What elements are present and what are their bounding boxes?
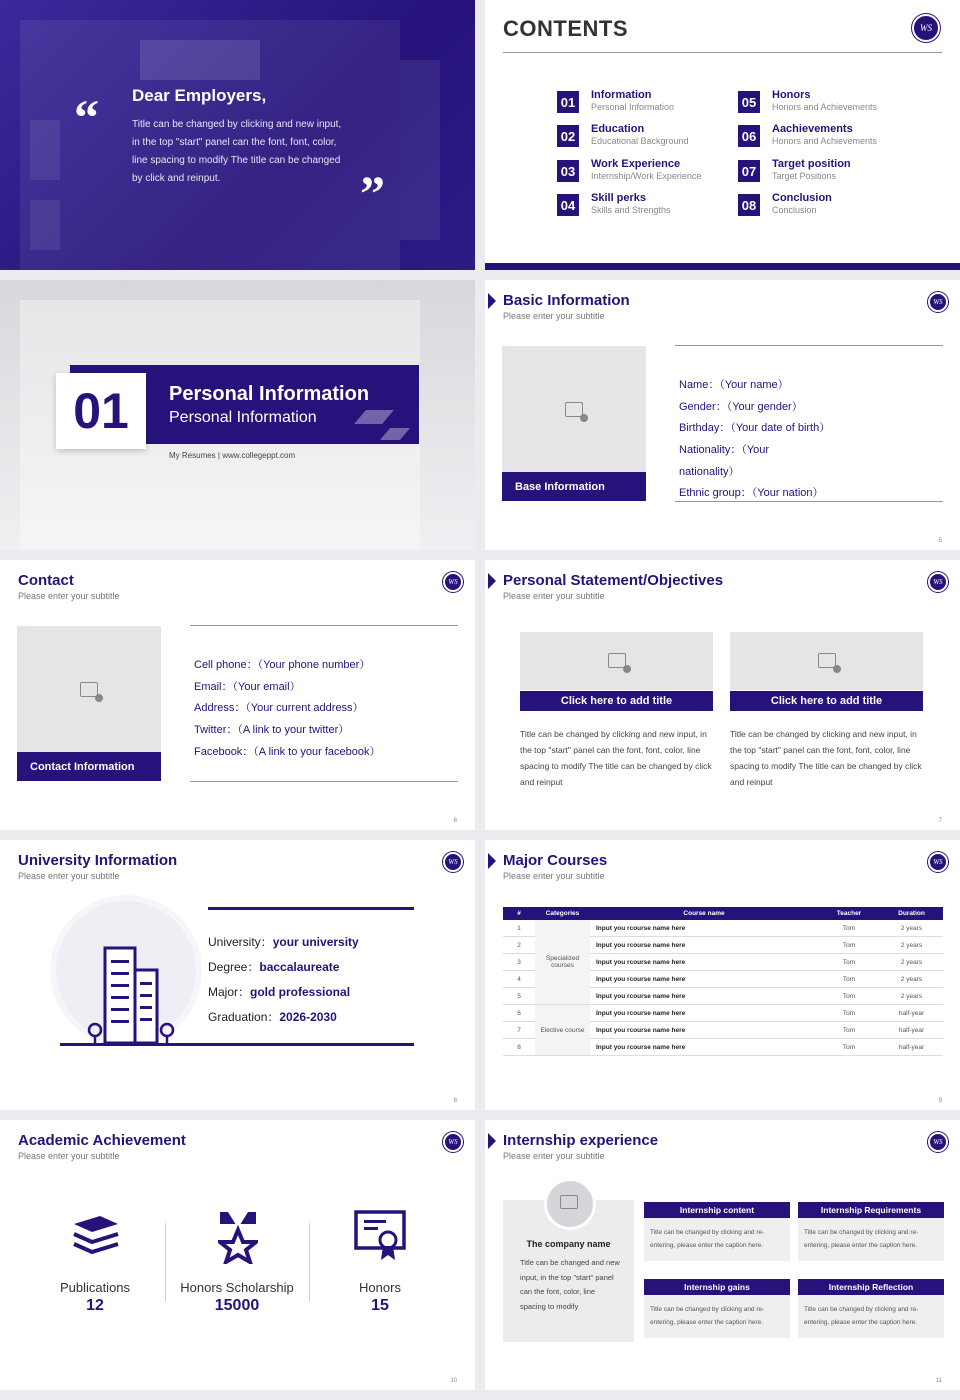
contents-title: CONTENTS xyxy=(503,16,628,41)
title-rule xyxy=(503,52,942,53)
table-row: 2 Input you rcourse name here Tom 2 years xyxy=(503,937,943,954)
info-line: Gender：（Your gender） xyxy=(679,401,803,413)
contents-item[interactable] xyxy=(738,192,908,222)
internship-box xyxy=(798,1202,944,1261)
divider xyxy=(675,345,943,346)
letter-body: Title can be changed by clicking and new input, in the top "start" panel can the font, font, color, line spacing to modify The title can be changed by click and reinput. xyxy=(132,119,342,184)
item-title: Education xyxy=(591,123,645,135)
base-line xyxy=(60,1043,414,1046)
item-title: Conclusion xyxy=(772,192,832,204)
image-icon xyxy=(560,1195,578,1209)
item-subtitle: Honors and Achievements xyxy=(772,102,878,112)
slide-contents[interactable] xyxy=(485,0,960,270)
table-row: 1 Specialized courses Input you rcourse name here Tom 2 years xyxy=(503,920,943,937)
page-number: 10 xyxy=(450,1378,457,1384)
column-header: Teacher xyxy=(818,907,880,920)
item-subtitle: Conclusion xyxy=(772,205,817,215)
internship-box xyxy=(644,1279,790,1338)
box-body: Title can be changed by clicking and re-entering, please enter the caption here. xyxy=(644,1218,790,1261)
slide-title: Academic Achievement xyxy=(18,1132,186,1149)
stat-label: Publications xyxy=(59,1280,131,1295)
column-header: Categories xyxy=(535,907,590,920)
info-line: Nationality：（Your xyxy=(679,444,770,456)
item-number: 03 xyxy=(557,160,579,182)
column-header: # xyxy=(503,907,535,920)
info-line: nationality） xyxy=(679,466,740,478)
stat-value: 12 xyxy=(86,1297,104,1314)
slide-subtitle: Please enter your subtitle xyxy=(503,1151,605,1161)
slide-subtitle: Please enter your subtitle xyxy=(503,871,605,881)
box-header: Internship Reflection xyxy=(798,1279,944,1295)
photo-placeholder[interactable] xyxy=(17,626,161,781)
item-subtitle: Educational Background xyxy=(591,136,689,146)
quote-close-icon: ” xyxy=(360,165,385,221)
table-row: 6 Elective course Input you rcourse name here Tom half-year xyxy=(503,1005,943,1022)
contents-item[interactable] xyxy=(738,123,908,153)
internship-box xyxy=(798,1279,944,1338)
medal-icon xyxy=(218,1210,258,1264)
item-title: Aachievements xyxy=(772,123,853,135)
page-number: 8 xyxy=(453,1098,457,1104)
slide-cover-letter[interactable] xyxy=(0,0,475,270)
slide-title: Major Courses xyxy=(503,852,608,869)
contents-item[interactable] xyxy=(738,89,908,119)
slide-title: Basic Information xyxy=(503,292,630,309)
info-line: Address：（Your current address） xyxy=(194,702,364,714)
item-title: Skill perks xyxy=(591,192,647,204)
box-header: Internship Requirements xyxy=(798,1202,944,1218)
slide-subtitle: Please enter your subtitle xyxy=(18,591,120,601)
item-subtitle: Internship/Work Experience xyxy=(591,171,702,181)
contents-item[interactable] xyxy=(557,89,727,119)
stat-honors xyxy=(315,1280,445,1315)
card-caption[interactable]: Click here to add title xyxy=(730,691,923,711)
quote-open-icon: “ xyxy=(74,89,99,145)
info-line: Email：（Your email） xyxy=(194,681,301,693)
slide-title: University Information xyxy=(18,852,178,869)
window xyxy=(400,60,440,240)
slide-basic-information[interactable] xyxy=(485,280,960,550)
item-title: Target position xyxy=(772,158,851,170)
image-icon xyxy=(565,402,583,417)
item-number: 01 xyxy=(557,91,579,113)
divider xyxy=(675,501,943,502)
degree-row: Degree：baccalaureate xyxy=(208,960,340,974)
slide-subtitle: Please enter your subtitle xyxy=(18,1151,120,1161)
courses-table xyxy=(503,907,943,1056)
column-header: Course name xyxy=(590,907,818,920)
stat-publications xyxy=(30,1280,160,1315)
contents-item[interactable] xyxy=(557,158,727,188)
title-marker-icon xyxy=(488,1133,496,1149)
photo-placeholder[interactable] xyxy=(502,346,646,501)
page-number: 11 xyxy=(935,1378,942,1384)
divider xyxy=(309,1223,310,1301)
info-line: Name：（Your name） xyxy=(679,379,789,391)
slide-subtitle: Please enter your subtitle xyxy=(503,311,605,321)
letter-heading: Dear Employers, xyxy=(132,86,267,105)
image-icon xyxy=(818,653,836,668)
info-line: Ethnic group：（Your nation） xyxy=(679,487,824,499)
ws-logo-icon: WS xyxy=(928,1132,948,1152)
item-title: Information xyxy=(591,89,652,101)
item-subtitle: Honors and Achievements xyxy=(772,136,878,146)
box-body: Title can be changed by clicking and re-entering, please enter the caption here. xyxy=(644,1295,790,1338)
box-body: Title can be changed by clicking and re-entering, please enter the caption here. xyxy=(798,1218,944,1261)
item-number: 04 xyxy=(557,194,579,216)
slide-title: Internship experience xyxy=(503,1132,659,1149)
card-text: Title can be changed by clicking and new input, in the top "start" panel can the font, font, color, line spacing to modify The title can be changed by click and reinput xyxy=(520,729,712,787)
slide-academic-achievement[interactable] xyxy=(0,1120,475,1390)
section-title: Personal Information xyxy=(169,383,370,405)
slide-internship-experience[interactable] xyxy=(485,1120,960,1390)
column-header: Duration xyxy=(880,907,943,920)
item-number: 02 xyxy=(557,125,579,147)
ws-logo-icon: WS xyxy=(928,572,948,592)
slide-major-courses[interactable] xyxy=(485,840,960,1110)
section-number: 01 xyxy=(56,373,146,449)
box-header: Internship content xyxy=(644,1202,790,1218)
item-number: 07 xyxy=(738,160,760,182)
slide-personal-statement[interactable] xyxy=(485,560,960,830)
slide-contact[interactable] xyxy=(0,560,475,830)
stat-label: Honors Scholarship xyxy=(180,1280,294,1295)
divider xyxy=(190,781,458,782)
image-icon xyxy=(80,682,98,697)
building-icon xyxy=(85,940,180,1045)
slide-section-divider[interactable] xyxy=(0,280,475,550)
footer-bar xyxy=(485,263,960,270)
card-caption[interactable]: Click here to add title xyxy=(520,691,713,711)
item-subtitle: Personal Information xyxy=(591,102,675,112)
table-row: 3 Input you rcourse name here Tom 2 years xyxy=(503,954,943,971)
title-marker-icon xyxy=(488,853,496,869)
page-number: 9 xyxy=(938,1098,942,1104)
company-name: The company name xyxy=(526,1239,611,1249)
table-row: 7 Input you rcourse name here Tom half-year xyxy=(503,1022,943,1039)
page-number: 6 xyxy=(453,818,457,824)
photo-label: Contact Information xyxy=(17,752,161,781)
internship-box xyxy=(644,1202,790,1261)
ws-logo-icon: WS xyxy=(443,852,463,872)
card-text: Title can be changed by clicking and new input, in the top "start" panel can the font, font, color, line spacing to modify The title can be changed by click and reinput xyxy=(730,729,922,787)
stat-scholarship xyxy=(172,1280,302,1315)
university-row: University：your university xyxy=(208,935,359,949)
box-body: Title can be changed by clicking and re-entering, please enter the caption here. xyxy=(798,1295,944,1338)
ws-logo-icon: WS xyxy=(443,572,463,592)
box-header: Internship gains xyxy=(644,1279,790,1295)
category-cell: Elective course xyxy=(535,1005,590,1056)
image-icon xyxy=(608,653,626,668)
image-placeholder[interactable] xyxy=(520,632,713,690)
info-line: Birthday：（Your date of birth） xyxy=(679,422,831,434)
ws-logo-icon: WS xyxy=(928,292,948,312)
info-line: Cell phone：（Your phone number） xyxy=(194,659,371,671)
stat-label: Honors xyxy=(359,1280,401,1295)
photo-label: Base Information xyxy=(502,472,646,501)
top-line xyxy=(208,907,414,910)
slide-title: Personal Statement/Objectives xyxy=(503,572,724,589)
item-subtitle: Target Positions xyxy=(772,171,837,181)
title-marker-icon xyxy=(488,293,496,309)
ws-logo-icon: WS xyxy=(928,852,948,872)
item-number: 08 xyxy=(738,194,760,216)
window xyxy=(30,200,60,250)
item-title: Work Experience xyxy=(591,158,681,170)
contents-item[interactable] xyxy=(557,192,727,222)
item-number: 06 xyxy=(738,125,760,147)
page-number: 5 xyxy=(938,538,942,544)
slide-subtitle: Please enter your subtitle xyxy=(503,591,605,601)
item-title: Honors xyxy=(772,89,811,101)
graduation-row: Graduation：2026-2030 xyxy=(208,1010,337,1024)
section-subtitle: Personal Information xyxy=(169,409,317,426)
contents-item[interactable] xyxy=(557,123,727,153)
slide-university-information[interactable] xyxy=(0,840,475,1110)
divider xyxy=(190,625,458,626)
stat-value: 15000 xyxy=(214,1297,260,1314)
table-row: 5 Input you rcourse name here Tom 2 years xyxy=(503,988,943,1005)
info-line: Facebook：（A link to your facebook） xyxy=(194,746,381,758)
ws-logo-icon: WS xyxy=(443,1132,463,1152)
slide-title: Contact xyxy=(18,572,74,589)
category-cell: Specialized courses xyxy=(535,920,590,1005)
image-placeholder[interactable] xyxy=(730,632,923,690)
books-icon xyxy=(70,1214,122,1258)
footer-text: My Resumes | www.collegeppt.com xyxy=(169,451,296,460)
major-row: Major：gold professional xyxy=(208,985,351,999)
stat-value: 15 xyxy=(371,1297,389,1314)
divider xyxy=(165,1223,166,1301)
table-row: 4 Input you rcourse name here Tom 2 years xyxy=(503,971,943,988)
item-subtitle: Skills and Strengths xyxy=(591,205,671,215)
company-image-placeholder[interactable] xyxy=(544,1178,596,1230)
table-row: 8 Input you rcourse name here Tom half-year xyxy=(503,1039,943,1056)
item-number: 05 xyxy=(738,91,760,113)
slide-subtitle: Please enter your subtitle xyxy=(18,871,120,881)
company-description: Title can be changed and new input, in the top "start" panel can the font, color, line spacing to modify xyxy=(520,1258,620,1311)
window xyxy=(30,120,60,180)
info-line: Twitter：（A link to your twitter） xyxy=(194,724,350,736)
certificate-icon xyxy=(354,1210,406,1262)
building-sign xyxy=(140,40,260,80)
ws-logo-icon: WS xyxy=(912,14,940,42)
title-marker-icon xyxy=(488,573,496,589)
contents-item[interactable] xyxy=(738,158,908,188)
page-number: 7 xyxy=(938,818,942,824)
